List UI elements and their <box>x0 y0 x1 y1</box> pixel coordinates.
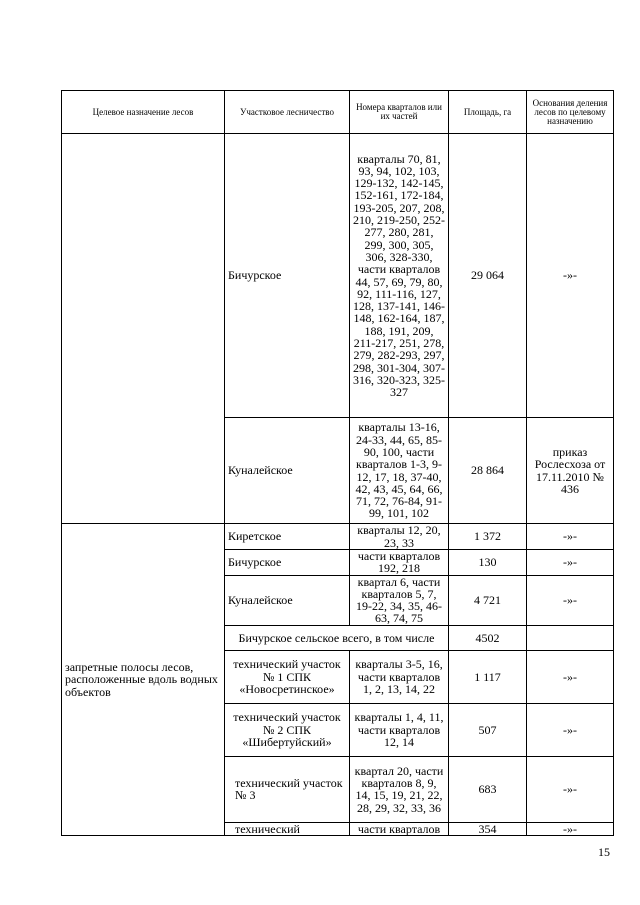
forestry-cell: технический участок № 1 СПК «Новосретинское» <box>225 650 350 703</box>
basis-cell: -»- <box>527 575 614 625</box>
quarters-cell: части кварталов <box>350 822 449 835</box>
area-cell: 28 864 <box>449 418 527 524</box>
forestry-cell: Бичурское <box>225 550 350 576</box>
forestry-cell: Бичурское <box>225 134 350 418</box>
header-forestry: Участковое лесничество <box>225 91 350 134</box>
quarters-cell: кварталы 3-5, 16, части кварталов 1, 2, 13, 14, 22 <box>350 650 449 703</box>
forestry-cell: Куналейское <box>225 418 350 524</box>
basis-cell: -»- <box>527 756 614 822</box>
area-cell: 1 117 <box>449 650 527 703</box>
area-cell: 354 <box>449 822 527 835</box>
rural-total-label: Бичурское сельское всего, в том числе <box>225 625 449 650</box>
header-purpose: Целевое назначение лесов <box>62 91 225 134</box>
basis-cell: -»- <box>527 822 614 835</box>
purpose-cell: запретные полосы лесов, расположенные вдоль водных объектов <box>62 524 225 836</box>
area-cell: 1 372 <box>449 524 527 550</box>
area-cell: 29 064 <box>449 134 527 418</box>
forest-purpose-table <box>61 90 614 836</box>
forestry-cell: технический участок № 3 <box>225 756 350 822</box>
quarters-cell: кварталы 13-16, 24-33, 44, 65, 85-90, 100, части кварталов 1-3, 9-12, 17, 18, 37-40, 42, 43, 45, 64, 66, 71, 72, 76-84, 91-99, 101, 102 <box>350 418 449 524</box>
purpose-cell-empty <box>62 134 225 524</box>
area-cell: 130 <box>449 550 527 576</box>
forestry-cell: Киретское <box>225 524 350 550</box>
area-cell: 4502 <box>449 625 527 650</box>
forestry-cell: технический участок № 2 СПК «Шибертуйский» <box>225 703 350 756</box>
basis-cell-empty <box>527 625 614 650</box>
basis-cell: -»- <box>527 524 614 550</box>
quarters-cell: квартал 6, части кварталов 5, 7, 19-22, 34, 35, 46-63, 74, 75 <box>350 575 449 625</box>
table-row <box>62 134 614 418</box>
area-cell: 4 721 <box>449 575 527 625</box>
header-area: Площадь, га <box>449 91 527 134</box>
table-header-row <box>62 91 614 134</box>
header-quarters: Номера кварталов или их частей <box>350 91 449 134</box>
quarters-cell: кварталы 12, 20, 23, 33 <box>350 524 449 550</box>
area-cell: 683 <box>449 756 527 822</box>
basis-cell: -»- <box>527 134 614 418</box>
quarters-cell: части кварталов 192, 218 <box>350 550 449 576</box>
quarters-cell: кварталы 70, 81, 93, 94, 102, 103, 129-132, 142-145, 152-161, 172-184, 193-205, 207, 208, 210, 219-250, 252-277, 280, 281, 299, 300, 305, 306, 328-330, части кварталов 44, 57, 69, 79, 80, 92, 111-116, 127, 128, 137-141, 146-148, 162-164, 187, 188, 191, 209, 211-217, 251, 278, 279, 282-293, 297, 298, 301-304, 307-316, 320-323, 325-327 <box>350 134 449 418</box>
header-basis: Основания деления лесов по целевому назначению <box>527 91 614 134</box>
page-number: 15 <box>598 845 610 859</box>
area-cell: 507 <box>449 703 527 756</box>
forestry-cell: технический <box>225 822 350 835</box>
basis-cell: -»- <box>527 703 614 756</box>
table-row <box>62 524 614 550</box>
basis-cell: приказ Рослесхоза от 17.11.2010 № 436 <box>527 418 614 524</box>
basis-cell: -»- <box>527 550 614 576</box>
forestry-cell: Куналейское <box>225 575 350 625</box>
quarters-cell: кварталы 1, 4, 11, части кварталов 12, 14 <box>350 703 449 756</box>
quarters-cell: квартал 20, части кварталов 8, 9, 14, 15, 19, 21, 22, 28, 29, 32, 33, 36 <box>350 756 449 822</box>
basis-cell: -»- <box>527 650 614 703</box>
